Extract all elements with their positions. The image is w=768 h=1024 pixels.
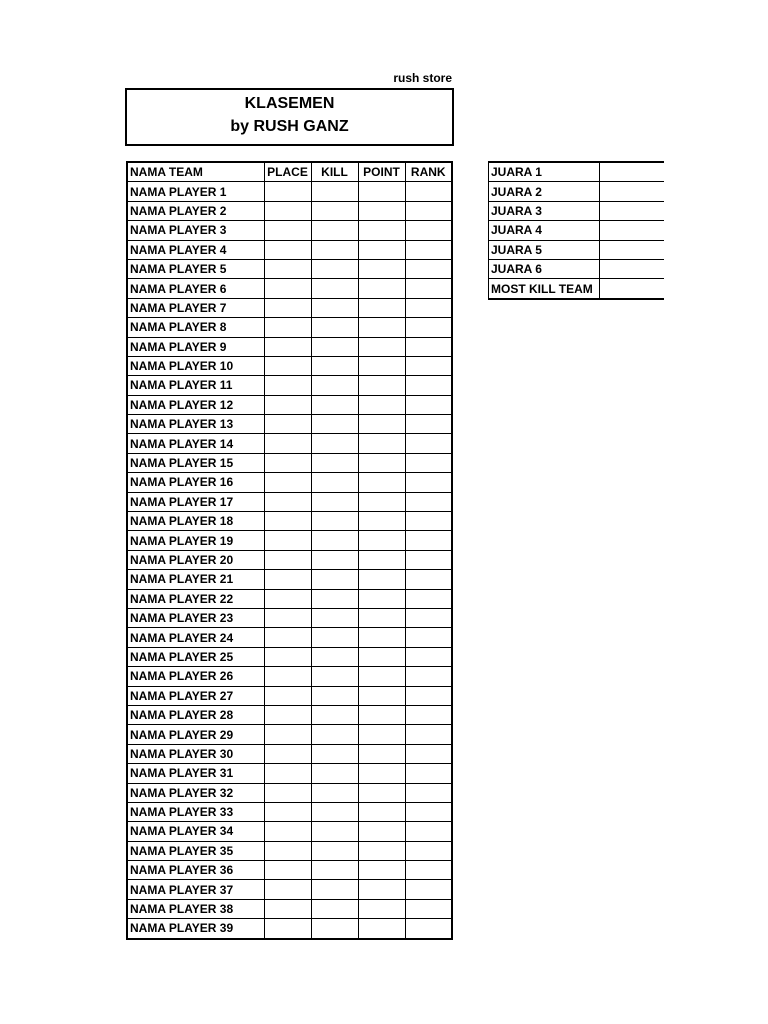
table-row <box>127 415 452 434</box>
score-cell[interactable] <box>405 531 452 550</box>
page-subtitle: by RUSH GANZ <box>230 118 349 135</box>
score-cell[interactable] <box>311 570 358 589</box>
score-cell[interactable] <box>358 841 405 860</box>
player-name: NAMA PLAYER 10 <box>127 356 264 375</box>
winner-value-cell[interactable] <box>600 240 664 259</box>
player-name: NAMA PLAYER 8 <box>127 318 264 337</box>
score-cell[interactable] <box>405 492 452 511</box>
player-name: NAMA PLAYER 2 <box>127 201 264 220</box>
score-cell[interactable] <box>358 298 405 317</box>
player-name: NAMA PLAYER 28 <box>127 705 264 724</box>
score-cell[interactable] <box>358 802 405 821</box>
score-cell[interactable] <box>264 861 311 880</box>
winner-row <box>489 201 664 220</box>
winner-label: JUARA 2 <box>489 182 600 201</box>
score-cell[interactable] <box>311 744 358 763</box>
score-cell[interactable] <box>264 356 311 375</box>
title-box <box>125 88 454 146</box>
player-name: NAMA PLAYER 17 <box>127 492 264 511</box>
score-cell[interactable] <box>264 492 311 511</box>
score-cell[interactable] <box>405 356 452 375</box>
score-cell[interactable] <box>311 473 358 492</box>
score-cell[interactable] <box>264 201 311 220</box>
score-cell[interactable] <box>311 899 358 918</box>
score-cell[interactable] <box>405 802 452 821</box>
score-cell[interactable] <box>405 589 452 608</box>
table-row <box>127 725 452 744</box>
score-cell[interactable] <box>264 628 311 647</box>
score-cell[interactable] <box>311 608 358 627</box>
player-name: NAMA PLAYER 35 <box>127 841 264 860</box>
score-cell[interactable] <box>358 473 405 492</box>
score-cell[interactable] <box>311 919 358 939</box>
score-cell[interactable] <box>311 783 358 802</box>
score-cell[interactable] <box>264 802 311 821</box>
score-cell[interactable] <box>264 841 311 860</box>
score-cell[interactable] <box>311 201 358 220</box>
table-row <box>127 298 452 317</box>
winner-label: JUARA 1 <box>489 162 600 182</box>
player-name: NAMA PLAYER 19 <box>127 531 264 550</box>
player-name: NAMA PLAYER 23 <box>127 608 264 627</box>
score-cell[interactable] <box>358 318 405 337</box>
player-name: NAMA PLAYER 39 <box>127 919 264 939</box>
table-row <box>127 764 452 783</box>
score-cell[interactable] <box>405 725 452 744</box>
score-cell[interactable] <box>405 453 452 472</box>
table-row <box>127 783 452 802</box>
player-name: NAMA PLAYER 6 <box>127 279 264 298</box>
score-cell[interactable] <box>311 298 358 317</box>
player-name: NAMA PLAYER 15 <box>127 453 264 472</box>
score-cell[interactable] <box>405 570 452 589</box>
table-row <box>127 531 452 550</box>
score-cell[interactable] <box>358 279 405 298</box>
score-cell[interactable] <box>311 318 358 337</box>
table-row <box>127 259 452 278</box>
player-name: NAMA PLAYER 11 <box>127 376 264 395</box>
score-cell[interactable] <box>358 570 405 589</box>
score-cell[interactable] <box>264 647 311 666</box>
table-row <box>127 512 452 531</box>
score-cell[interactable] <box>311 240 358 259</box>
table-row <box>127 919 452 939</box>
table-row <box>127 647 452 666</box>
column-header: RANK <box>405 162 452 182</box>
table-row <box>127 802 452 821</box>
table-header-row <box>127 162 452 182</box>
player-name: NAMA PLAYER 36 <box>127 861 264 880</box>
score-cell[interactable] <box>405 764 452 783</box>
player-name: NAMA PLAYER 9 <box>127 337 264 356</box>
score-cell[interactable] <box>311 453 358 472</box>
score-cell[interactable] <box>264 182 311 201</box>
player-name: NAMA PLAYER 5 <box>127 259 264 278</box>
score-cell[interactable] <box>358 395 405 414</box>
score-cell[interactable] <box>358 880 405 899</box>
score-cell[interactable] <box>358 764 405 783</box>
score-cell[interactable] <box>264 744 311 763</box>
table-row <box>127 705 452 724</box>
score-cell[interactable] <box>358 899 405 918</box>
score-cell[interactable] <box>358 453 405 472</box>
winner-value-cell[interactable] <box>600 182 664 201</box>
score-cell[interactable] <box>405 783 452 802</box>
score-cell[interactable] <box>264 725 311 744</box>
score-cell[interactable] <box>358 919 405 939</box>
score-cell[interactable] <box>311 764 358 783</box>
winner-value-cell[interactable] <box>600 279 664 299</box>
score-cell[interactable] <box>358 822 405 841</box>
score-cell[interactable] <box>358 356 405 375</box>
player-name: NAMA PLAYER 1 <box>127 182 264 201</box>
score-cell[interactable] <box>358 861 405 880</box>
player-name: NAMA PLAYER 14 <box>127 434 264 453</box>
score-cell[interactable] <box>358 647 405 666</box>
score-cell[interactable] <box>264 221 311 240</box>
score-cell[interactable] <box>358 376 405 395</box>
table-row <box>127 589 452 608</box>
player-name: NAMA PLAYER 32 <box>127 783 264 802</box>
winner-value-cell[interactable] <box>600 221 664 240</box>
table-row <box>127 686 452 705</box>
score-cell[interactable] <box>264 531 311 550</box>
score-cell[interactable] <box>264 899 311 918</box>
score-cell[interactable] <box>405 259 452 278</box>
player-name: NAMA PLAYER 22 <box>127 589 264 608</box>
score-cell[interactable] <box>311 686 358 705</box>
table-row <box>127 356 452 375</box>
score-cell[interactable] <box>405 899 452 918</box>
score-cell[interactable] <box>264 453 311 472</box>
player-name: NAMA PLAYER 34 <box>127 822 264 841</box>
table-row <box>127 841 452 860</box>
score-cell[interactable] <box>405 705 452 724</box>
score-cell[interactable] <box>405 880 452 899</box>
score-cell[interactable] <box>264 589 311 608</box>
table-row <box>127 395 452 414</box>
winner-value-cell[interactable] <box>600 201 664 220</box>
column-header: POINT <box>358 162 405 182</box>
score-cell[interactable] <box>264 880 311 899</box>
score-cell[interactable] <box>405 861 452 880</box>
player-name: NAMA PLAYER 13 <box>127 415 264 434</box>
table-row <box>127 628 452 647</box>
player-name: NAMA PLAYER 27 <box>127 686 264 705</box>
table-row <box>127 550 452 569</box>
score-cell[interactable] <box>311 337 358 356</box>
table-row <box>127 182 452 201</box>
score-cell[interactable] <box>311 647 358 666</box>
score-cell[interactable] <box>264 473 311 492</box>
score-cell[interactable] <box>358 725 405 744</box>
score-cell[interactable] <box>264 376 311 395</box>
table-row <box>127 337 452 356</box>
column-header: KILL <box>311 162 358 182</box>
score-cell[interactable] <box>358 531 405 550</box>
table-row <box>127 880 452 899</box>
table-row <box>127 608 452 627</box>
score-cell[interactable] <box>311 861 358 880</box>
score-cell[interactable] <box>358 259 405 278</box>
player-name: NAMA PLAYER 31 <box>127 764 264 783</box>
score-cell[interactable] <box>311 802 358 821</box>
score-cell[interactable] <box>311 415 358 434</box>
table-row <box>127 899 452 918</box>
score-cell[interactable] <box>405 298 452 317</box>
score-cell[interactable] <box>358 589 405 608</box>
table-row <box>127 570 452 589</box>
table-row <box>127 667 452 686</box>
winner-row <box>489 221 664 240</box>
score-cell[interactable] <box>264 919 311 939</box>
score-cell[interactable] <box>405 221 452 240</box>
table-row <box>127 240 452 259</box>
score-cell[interactable] <box>264 318 311 337</box>
player-name: NAMA PLAYER 4 <box>127 240 264 259</box>
score-cell[interactable] <box>405 512 452 531</box>
score-cell[interactable] <box>405 744 452 763</box>
player-name: NAMA PLAYER 21 <box>127 570 264 589</box>
score-cell[interactable] <box>311 667 358 686</box>
player-name: NAMA PLAYER 7 <box>127 298 264 317</box>
score-cell[interactable] <box>264 337 311 356</box>
score-cell[interactable] <box>358 783 405 802</box>
score-cell[interactable] <box>405 376 452 395</box>
score-cell[interactable] <box>405 608 452 627</box>
score-cell[interactable] <box>358 608 405 627</box>
score-cell[interactable] <box>405 201 452 220</box>
score-cell[interactable] <box>358 667 405 686</box>
table-row <box>127 376 452 395</box>
score-cell[interactable] <box>264 783 311 802</box>
score-cell[interactable] <box>405 415 452 434</box>
score-cell[interactable] <box>358 705 405 724</box>
score-cell[interactable] <box>311 356 358 375</box>
score-cell[interactable] <box>405 822 452 841</box>
winner-row <box>489 182 664 201</box>
score-cell[interactable] <box>311 550 358 569</box>
player-name: NAMA PLAYER 24 <box>127 628 264 647</box>
player-name: NAMA PLAYER 20 <box>127 550 264 569</box>
score-cell[interactable] <box>358 182 405 201</box>
player-name: NAMA PLAYER 30 <box>127 744 264 763</box>
score-cell[interactable] <box>264 415 311 434</box>
winner-value-cell[interactable] <box>600 162 664 182</box>
score-cell[interactable] <box>311 279 358 298</box>
score-cell[interactable] <box>358 201 405 220</box>
score-cell[interactable] <box>358 550 405 569</box>
score-cell[interactable] <box>264 434 311 453</box>
winner-label: JUARA 4 <box>489 221 600 240</box>
score-cell[interactable] <box>264 764 311 783</box>
score-cell[interactable] <box>358 512 405 531</box>
score-cell[interactable] <box>311 395 358 414</box>
score-cell[interactable] <box>311 705 358 724</box>
score-cell[interactable] <box>405 919 452 939</box>
score-cell[interactable] <box>311 376 358 395</box>
player-name: NAMA PLAYER 16 <box>127 473 264 492</box>
winner-row <box>489 162 664 182</box>
score-cell[interactable] <box>358 686 405 705</box>
score-cell[interactable] <box>264 259 311 278</box>
winner-row <box>489 240 664 259</box>
winner-row <box>489 279 664 299</box>
score-cell[interactable] <box>405 473 452 492</box>
score-cell[interactable] <box>311 259 358 278</box>
player-name: NAMA PLAYER 12 <box>127 395 264 414</box>
player-name: NAMA PLAYER 3 <box>127 221 264 240</box>
score-cell[interactable] <box>405 279 452 298</box>
score-cell[interactable] <box>264 705 311 724</box>
score-cell[interactable] <box>405 550 452 569</box>
score-cell[interactable] <box>358 744 405 763</box>
table-row <box>127 434 452 453</box>
score-cell[interactable] <box>311 512 358 531</box>
score-cell[interactable] <box>264 512 311 531</box>
winners-table <box>488 161 664 300</box>
table-row <box>127 861 452 880</box>
table-row <box>127 201 452 220</box>
score-cell[interactable] <box>264 822 311 841</box>
winner-label: JUARA 3 <box>489 201 600 220</box>
table-row <box>127 453 452 472</box>
table-row <box>127 318 452 337</box>
player-name: NAMA PLAYER 33 <box>127 802 264 821</box>
table-row <box>127 492 452 511</box>
score-cell[interactable] <box>311 182 358 201</box>
score-cell[interactable] <box>264 667 311 686</box>
column-header: PLACE <box>264 162 311 182</box>
score-cell[interactable] <box>264 686 311 705</box>
score-cell[interactable] <box>311 434 358 453</box>
winner-label: JUARA 5 <box>489 240 600 259</box>
score-cell[interactable] <box>264 608 311 627</box>
score-cell[interactable] <box>405 686 452 705</box>
player-name: NAMA PLAYER 37 <box>127 880 264 899</box>
score-cell[interactable] <box>264 240 311 259</box>
score-cell[interactable] <box>264 279 311 298</box>
score-cell[interactable] <box>405 337 452 356</box>
score-cell[interactable] <box>264 550 311 569</box>
table-row <box>127 473 452 492</box>
score-cell[interactable] <box>311 841 358 860</box>
score-cell[interactable] <box>358 240 405 259</box>
score-cell[interactable] <box>358 415 405 434</box>
score-cell[interactable] <box>405 841 452 860</box>
score-cell[interactable] <box>358 628 405 647</box>
score-cell[interactable] <box>311 221 358 240</box>
page-title: KLASEMEN <box>244 95 335 112</box>
score-cell[interactable] <box>311 589 358 608</box>
score-cell[interactable] <box>405 182 452 201</box>
store-label: rush store <box>393 71 452 85</box>
score-cell[interactable] <box>311 628 358 647</box>
table-row <box>127 279 452 298</box>
score-cell[interactable] <box>311 880 358 899</box>
score-cell[interactable] <box>264 570 311 589</box>
player-name: NAMA PLAYER 38 <box>127 899 264 918</box>
score-cell[interactable] <box>264 395 311 414</box>
player-name: NAMA PLAYER 18 <box>127 512 264 531</box>
winner-label: JUARA 6 <box>489 259 600 278</box>
score-cell[interactable] <box>311 725 358 744</box>
score-cell[interactable] <box>405 667 452 686</box>
score-cell[interactable] <box>358 492 405 511</box>
table-row <box>127 744 452 763</box>
score-cell[interactable] <box>311 822 358 841</box>
score-cell[interactable] <box>358 434 405 453</box>
score-cell[interactable] <box>405 434 452 453</box>
player-name: NAMA PLAYER 26 <box>127 667 264 686</box>
score-cell[interactable] <box>405 395 452 414</box>
score-cell[interactable] <box>311 531 358 550</box>
score-cell[interactable] <box>405 318 452 337</box>
score-cell[interactable] <box>405 240 452 259</box>
table-row <box>127 822 452 841</box>
column-header: NAMA TEAM <box>127 162 264 182</box>
winner-row <box>489 259 664 278</box>
score-cell[interactable] <box>264 298 311 317</box>
score-cell[interactable] <box>311 492 358 511</box>
player-name: NAMA PLAYER 25 <box>127 647 264 666</box>
player-name: NAMA PLAYER 29 <box>127 725 264 744</box>
score-cell[interactable] <box>358 221 405 240</box>
score-cell[interactable] <box>358 337 405 356</box>
standings-table <box>126 161 453 940</box>
table-row <box>127 221 452 240</box>
score-cell[interactable] <box>405 647 452 666</box>
winner-value-cell[interactable] <box>600 259 664 278</box>
score-cell[interactable] <box>405 628 452 647</box>
winner-label: MOST KILL TEAM <box>489 279 600 299</box>
